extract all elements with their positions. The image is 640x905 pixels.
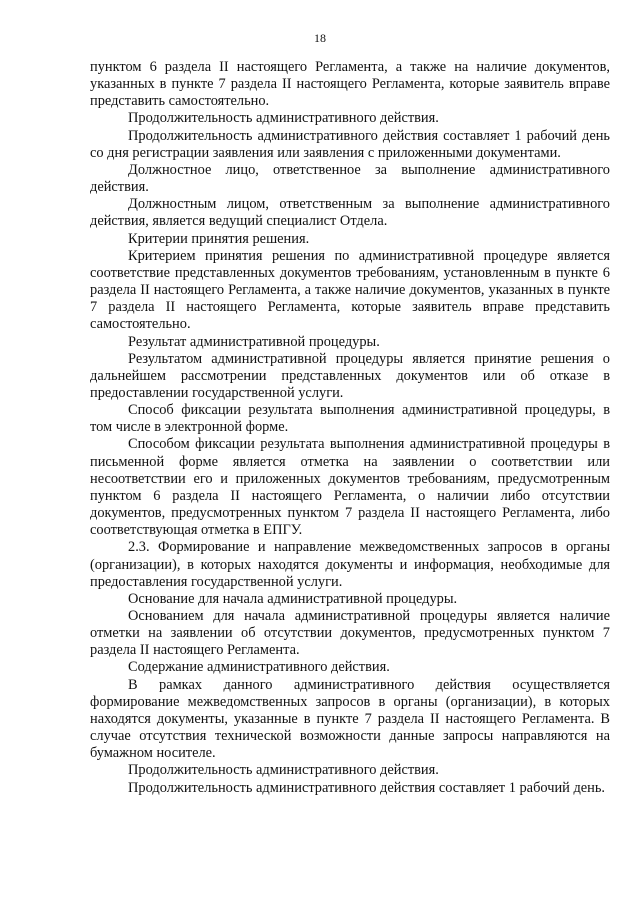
paragraph-duration-2: Продолжительность административного действия составляет 1 рабочий день. <box>128 779 606 796</box>
paragraph-heading-fixation: Способ фиксации результата выполнения административной процедуры, в том числе в электронной форме. <box>90 402 610 436</box>
paragraph-content: В рамках данного административного действия осуществляется формирование межведомственных запросов в органы (организации), в которых находятся документы, указанные в пункте 7 раздела II настоящего Регламента. В случае отсутствия технической возможности данные запросы направляются на бумажном носителе. <box>90 676 610 762</box>
paragraph-basis: Основанием для начала административной процедуры является наличие отметки на заявлении об отсутствии документов, предусмотренных пунктом 7 раздела II настоящего Регламента. <box>90 608 610 659</box>
paragraph-heading-official: Должностное лицо, ответственное за выполнение административного действия. <box>90 161 610 196</box>
paragraph-heading-content: Содержание административного действия. <box>128 659 390 676</box>
paragraph-heading-result: Результат административной процедуры. <box>128 333 380 350</box>
paragraph-heading-criteria: Критерии принятия решения. <box>128 230 310 247</box>
section-heading-2-3: 2.3. Формирование и направление межведомственных запросов в органы (организации), в которых находятся документы и информация, необходимые для предоставления государственной услуги. <box>90 539 610 590</box>
paragraph-continuation: пунктом 6 раздела II настоящего Регламента, а также на наличие документов, указанных в пункте 7 раздела II настоящего Регламента, которые заявитель вправе представить самостоятельно. <box>90 59 610 110</box>
document-body <box>90 59 610 797</box>
paragraph-result: Результатом административной процедуры является принятие решения о дальнейшем рассмотрении представленных документов или об отказе в предоставлении государственной услуги. <box>90 350 610 401</box>
page-number: 18 <box>314 31 326 45</box>
paragraph-duration: Продолжительность административного действия составляет 1 рабочий день со дня регистрации заявления или заявления с приложенными документами. <box>90 127 610 161</box>
paragraph-fixation: Способом фиксации результата выполнения административной процедуры в письменной форме является отметка на заявлении о соответствии или несоответствии его и приложенных документов требованиям, предусмотренным пунктом 6 раздела II настоящего Регламента, о наличии либо отсутствии документов, предусмотренных пунктом 7 раздела II настоящего Регламента, либо соответствующая отметка в ЕПГУ. <box>90 436 610 539</box>
paragraph-official: Должностным лицом, ответственным за выполнение административного действия, является ведущий специалист Отдела. <box>90 196 610 230</box>
paragraph-heading-basis: Основание для начала административной процедуры. <box>128 590 458 607</box>
paragraph-criteria: Критерием принятия решения по административной процедуре является соответствие представленных документов требованиям, установленным в пункте 6 раздела II настоящего Регламента, а также наличие документов, указанных в пункте 7 раздела II настоящего Регламента, которые заявитель вправе представить самостоятельно. <box>90 247 610 333</box>
paragraph-heading-duration: Продолжительность административного действия. <box>128 110 439 127</box>
paragraph-heading-duration-2: Продолжительность административного действия. <box>128 762 439 779</box>
